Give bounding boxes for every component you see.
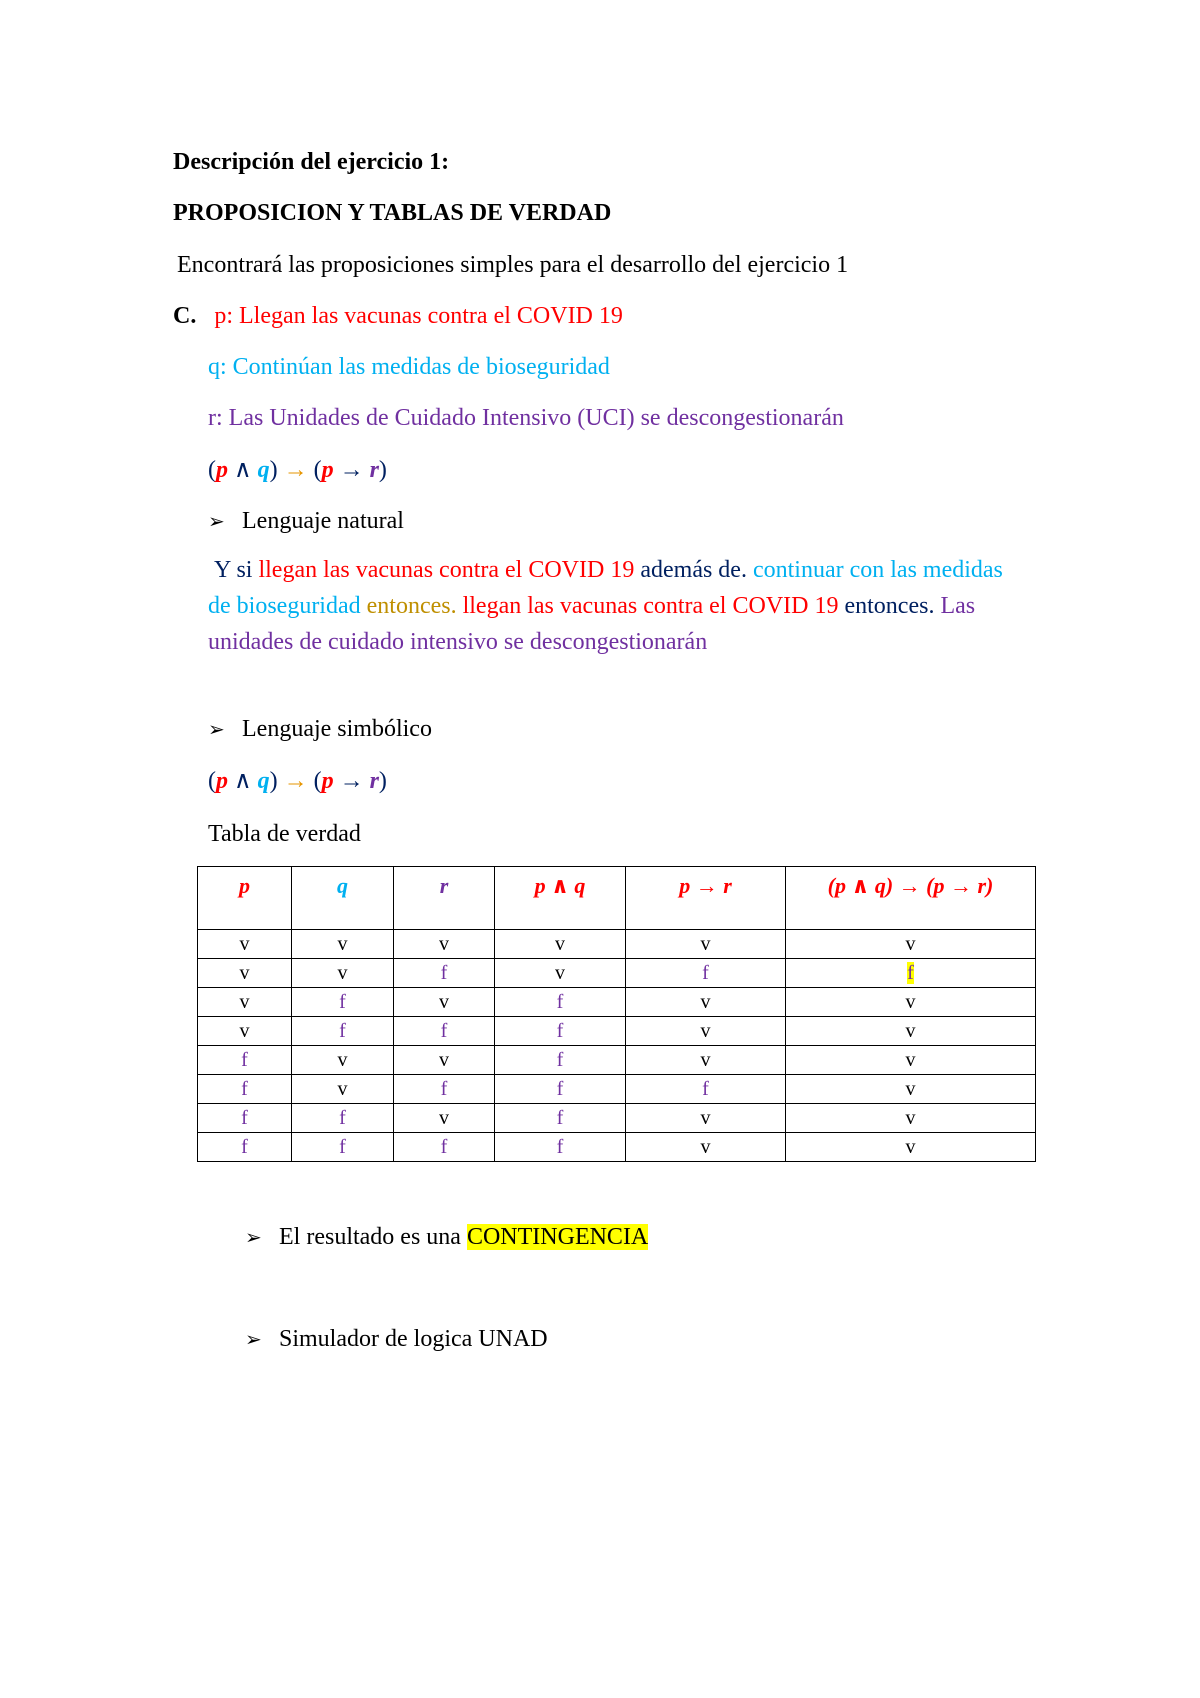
header-label: r	[439, 873, 449, 898]
formula-p: p	[321, 457, 334, 483]
cell-value: v	[905, 1019, 916, 1042]
cell-value: f	[440, 961, 448, 984]
cell-value: v	[239, 932, 250, 955]
r-text: Las Unidades de Cuidado Intensivo (UCI) se descongestionarán	[228, 405, 844, 431]
table-cell	[198, 930, 292, 959]
exercise-title: Descripción del ejercicio 1:	[173, 149, 450, 175]
table-cell	[786, 1017, 1036, 1046]
table-row	[198, 930, 1036, 959]
table-cell	[626, 1046, 786, 1075]
table-cell	[292, 1133, 394, 1162]
table-row	[198, 1133, 1036, 1162]
formula-paren: )	[269, 768, 278, 794]
cell-value: v	[337, 932, 348, 955]
table-cell	[394, 959, 495, 988]
formula-paren: (	[208, 768, 216, 794]
cell-value: f	[702, 1077, 709, 1100]
cell-value: f	[556, 1106, 564, 1129]
cell-value: v	[337, 961, 348, 984]
table-cell	[495, 1046, 626, 1075]
table-cell	[292, 1046, 394, 1075]
section-title: PROPOSICION Y TABLAS DE VERDAD	[173, 200, 612, 226]
formula-r: r	[369, 768, 379, 794]
table-row	[198, 1017, 1036, 1046]
proposition-p	[173, 301, 623, 331]
table-cell	[394, 988, 495, 1017]
table-cell	[394, 1046, 495, 1075]
cell-value: f	[440, 1077, 448, 1100]
table-cell	[495, 930, 626, 959]
nl-segment: entonces.	[366, 593, 457, 619]
header-label: p → r	[679, 873, 732, 898]
table-cell	[198, 1104, 292, 1133]
table-cell	[292, 988, 394, 1017]
table-header-row	[198, 867, 1036, 930]
table-cell	[495, 959, 626, 988]
formula-p: p	[321, 768, 334, 794]
cell-value: v	[905, 1077, 916, 1100]
cell-value: v	[337, 1048, 348, 1071]
cell-value: v	[700, 1019, 711, 1042]
table-header-cell	[495, 867, 626, 930]
formula-q: q	[257, 457, 270, 483]
nl-segment: además de.	[640, 557, 747, 583]
cell-value: f	[241, 1135, 248, 1158]
cell-value: f	[241, 1077, 248, 1100]
symbolic-language-heading	[208, 714, 432, 744]
section-letter: C.	[173, 303, 197, 329]
cell-value: v	[439, 990, 449, 1013]
formula-arrow: →	[333, 768, 370, 794]
table-cell	[198, 1075, 292, 1104]
table-header-cell	[292, 867, 394, 930]
table-cell	[394, 930, 495, 959]
table-caption: Tabla de verdad	[208, 821, 361, 847]
table-header-cell	[198, 867, 292, 930]
cell-value: f	[241, 1106, 248, 1129]
formula-p: p	[216, 768, 228, 794]
arrow-bullet-icon: ➢	[245, 1327, 262, 1351]
formula-top	[208, 455, 387, 485]
table-header-cell	[394, 867, 495, 930]
cell-value: v	[700, 1106, 711, 1129]
table-cell	[786, 959, 1036, 988]
arrow-bullet-icon: ➢	[245, 1225, 262, 1249]
q-text: Continúan las medidas de bioseguridad	[232, 354, 610, 380]
table-row	[198, 988, 1036, 1017]
table-cell	[786, 1104, 1036, 1133]
formula-paren: )	[378, 457, 387, 483]
cell-value: v	[239, 990, 250, 1013]
table-cell	[292, 1104, 394, 1133]
cell-value: v	[337, 1077, 348, 1100]
cell-value: v	[700, 1048, 711, 1071]
table-cell	[495, 1017, 626, 1046]
formula-and: ∧	[228, 768, 258, 794]
formula-arrow: →	[277, 768, 314, 794]
table-cell	[394, 1017, 495, 1046]
formula-paren: (	[208, 457, 216, 483]
header-label: q	[337, 873, 348, 898]
table-cell	[394, 1104, 495, 1133]
proposition-q	[208, 352, 610, 382]
formula-symbolic	[208, 766, 387, 796]
table-row	[198, 959, 1036, 988]
table-cell	[786, 1133, 1036, 1162]
cell-value: f	[241, 1048, 248, 1071]
cell-value: v	[905, 990, 916, 1013]
table-cell	[626, 1017, 786, 1046]
table-cell	[626, 1133, 786, 1162]
q-label: q:	[208, 354, 227, 380]
table-cell	[626, 1104, 786, 1133]
table-cell	[495, 1104, 626, 1133]
arrow-bullet-icon: ➢	[208, 509, 225, 533]
table-cell	[198, 988, 292, 1017]
result-value: CONTINGENCIA	[466, 1224, 649, 1250]
formula-r: r	[369, 457, 379, 483]
cell-value: f	[556, 1019, 564, 1042]
table-row	[198, 1075, 1036, 1104]
cell-value: v	[700, 932, 711, 955]
nl-segment: entonces.	[844, 593, 935, 619]
cell-value: f	[339, 1135, 346, 1158]
table-cell	[626, 959, 786, 988]
simulator-line	[245, 1324, 548, 1354]
cell-value: v	[439, 1106, 449, 1129]
cell-value: v	[905, 1048, 916, 1071]
truth-table	[197, 866, 1036, 1162]
table-cell	[626, 988, 786, 1017]
cell-value: v	[555, 961, 565, 984]
table-cell	[626, 930, 786, 959]
table-cell	[292, 1075, 394, 1104]
proposition-r	[208, 403, 844, 433]
natural-language-heading	[208, 506, 404, 536]
cell-value: f	[907, 961, 914, 984]
nl-segment: llegan las vacunas contra el COVID 19	[462, 593, 839, 619]
table-cell	[198, 1017, 292, 1046]
table-cell	[786, 930, 1036, 959]
cell-value: f	[556, 1048, 564, 1071]
table-header-cell	[626, 867, 786, 930]
table-cell	[626, 1075, 786, 1104]
table-cell	[786, 1075, 1036, 1104]
table-cell	[292, 930, 394, 959]
result-line	[245, 1222, 648, 1252]
table-header-cell	[786, 867, 1036, 930]
cell-value: f	[440, 1019, 448, 1042]
table-cell	[786, 988, 1036, 1017]
cell-value: f	[556, 990, 564, 1013]
formula-paren: (	[313, 768, 322, 794]
cell-value: f	[339, 1019, 346, 1042]
cell-value: v	[555, 932, 565, 955]
formula-arrow: →	[277, 457, 314, 483]
table-cell	[198, 1046, 292, 1075]
formula-arrow: →	[333, 457, 370, 483]
formula-and: ∧	[228, 457, 258, 483]
cell-value: v	[439, 1048, 449, 1071]
nl-segment: continuar con las medidas de bioseguridad	[208, 557, 1003, 619]
table-cell	[786, 1046, 1036, 1075]
nl-segment: llegan las vacunas contra el COVID 19	[258, 557, 635, 583]
header-label: p ∧ q	[534, 873, 586, 898]
cell-value: v	[905, 932, 916, 955]
header-label: p	[239, 873, 250, 898]
r-label: r:	[208, 405, 223, 431]
simulator-label: Simulador de logica UNAD	[279, 1326, 548, 1352]
p-label: p:	[214, 303, 234, 329]
nl-segment: Las unidades de cuidado intensivo se descongestionarán	[208, 593, 976, 655]
cell-value: v	[700, 990, 711, 1013]
cell-value: v	[700, 1135, 711, 1158]
cell-value: v	[239, 961, 250, 984]
p-text: Llegan las vacunas contra el COVID 19	[239, 303, 623, 329]
cell-value: f	[556, 1135, 564, 1158]
natural-language-label: Lenguaje natural	[242, 508, 404, 534]
table-row	[198, 1046, 1036, 1075]
arrow-bullet-icon: ➢	[208, 717, 225, 741]
cell-value: f	[339, 990, 346, 1013]
nl-segment: Y si	[214, 557, 253, 583]
formula-q: q	[257, 768, 270, 794]
formula-paren: (	[313, 457, 322, 483]
cell-value: v	[439, 932, 449, 955]
table-cell	[495, 1133, 626, 1162]
cell-value: f	[702, 961, 709, 984]
table-cell	[394, 1133, 495, 1162]
cell-value: v	[239, 1019, 250, 1042]
cell-value: f	[556, 1077, 564, 1100]
table-cell	[198, 959, 292, 988]
symbolic-language-label: Lenguaje simbólico	[242, 716, 432, 742]
table-cell	[394, 1075, 495, 1104]
table-cell	[292, 1017, 394, 1046]
header-label: (p ∧ q) → (p → r)	[827, 873, 994, 898]
table-cell	[495, 1075, 626, 1104]
table-cell	[495, 988, 626, 1017]
intro-text: Encontrará las proposiciones simples para el desarrollo del ejercicio 1	[177, 252, 849, 278]
table-cell	[292, 959, 394, 988]
result-prefix: El resultado es una	[279, 1224, 467, 1250]
formula-paren: )	[378, 768, 387, 794]
table-cell	[198, 1133, 292, 1162]
cell-value: f	[339, 1106, 346, 1129]
cell-value: v	[905, 1106, 916, 1129]
cell-value: v	[905, 1135, 916, 1158]
formula-paren: )	[269, 457, 278, 483]
natural-language-paragraph	[208, 552, 1028, 660]
cell-value: f	[440, 1135, 448, 1158]
formula-p: p	[216, 457, 228, 483]
table-row	[198, 1104, 1036, 1133]
